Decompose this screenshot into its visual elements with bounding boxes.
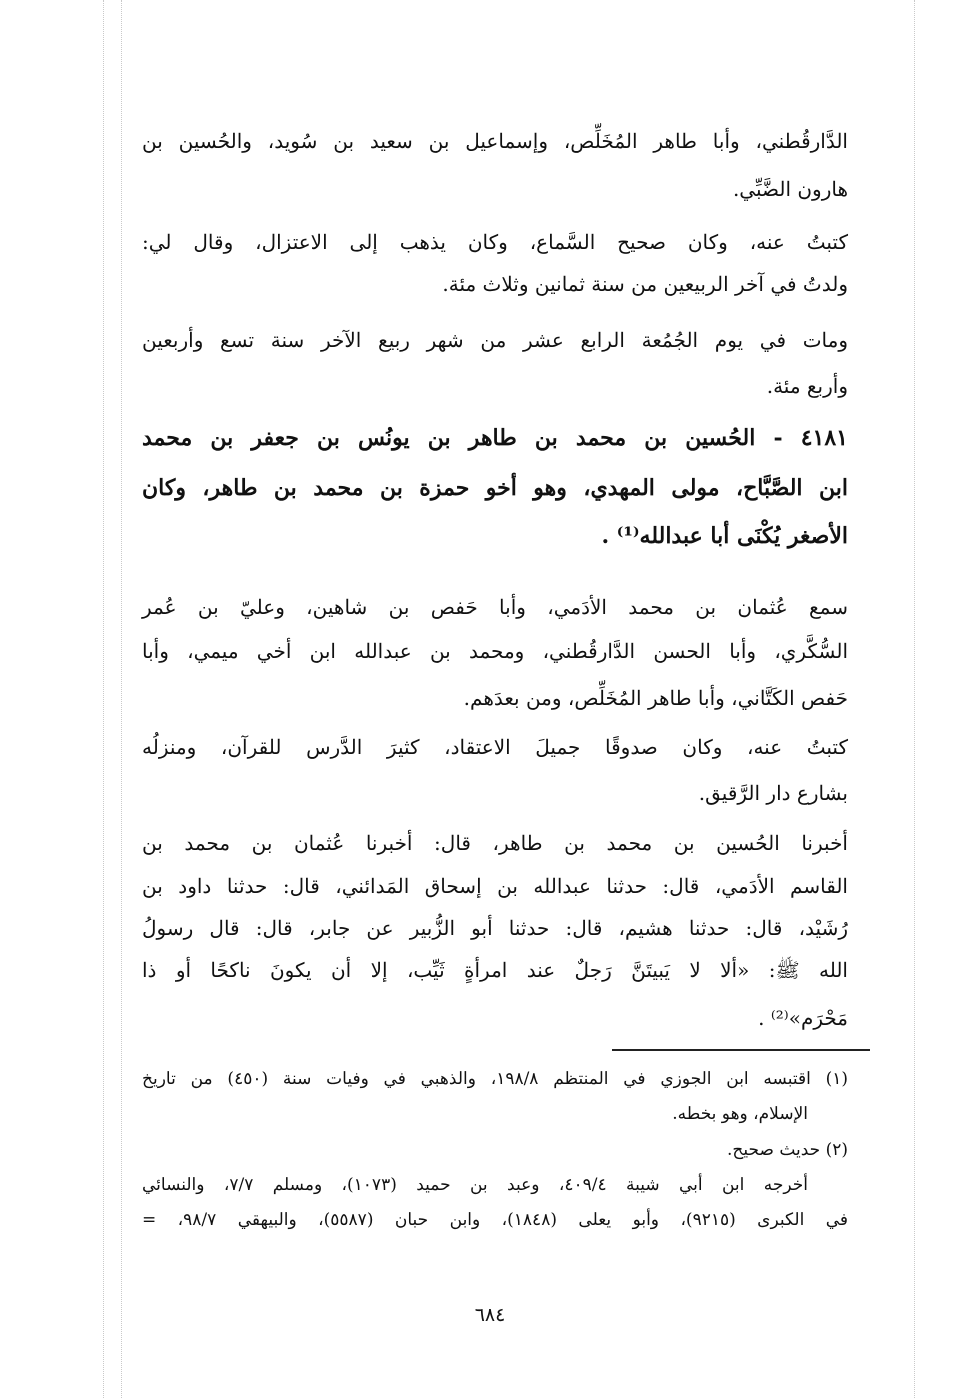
entry-heading-line: الأصغر يُكْنَى أبا عبدالله⁽¹⁾ . [601, 523, 848, 549]
text-line: أخبرنا الحُسين بن محمد بن طاهر، قال: أخبرنا عُثمان بن محمد بن [142, 831, 848, 855]
text-line: سمع عُثمان بن محمد الأدَمي، وأبا حَفص بن شاهين، وعليّ بن عُمر [142, 595, 848, 619]
footnote-line: (١) اقتبسه ابن الجوزي في المنتظم ١٩٨/٨، والذهبي في وفيات سنة (٤٥٠) من تاريخ [142, 1069, 849, 1089]
text-line: القاسم الأدَمي، قال: حدثنا عبدالله بن إسحاق المَدائني، قال: حدثنا داود بن [142, 874, 848, 898]
footnote-line: أخرجه ابن أبي شيبة ٤٠٩/٤، وعبد بن حميد (١٠٧٣)، ومسلم ٧/٧، والنسائي [142, 1175, 808, 1195]
text-line: الدَّارقُطني، وأبا طاهر المُخَلِّص، وإسماعيل بن سعيد بن سُويد، والحُسين بن [142, 129, 848, 153]
text-line: بشارع دار الرَّقيق. [698, 781, 848, 805]
main-text [142, 0, 848, 1050]
page-number: ٦٨٤ [474, 1304, 506, 1326]
text-line: مَحْرَم»⁽²⁾ . [758, 1006, 848, 1030]
text-line: الله ﷺ: «ألا لا يَبيتَنَّ رَجلٌ عند امرأةٍ ثَيِّب، إلا أن يكونَ ناكحًا أو ذا [142, 958, 848, 982]
text-line: كتبتُ عنه، وكان صدوقًا جميلَ الاعتقاد، كثيرَ الدَّرس للقرآن، ومنزلُه [142, 735, 848, 759]
footnote-line: في الكبرى (٩٢١٥)، وأبو يعلى (١٨٤٨)، وابن حبان (٥٥٨٧)، والبيهقي ٩٨/٧، = [142, 1210, 849, 1230]
footnotes [142, 1060, 848, 1260]
text-line: حَفص الكَتَّاني، وأبا طاهر المُخَلِّص، ومن بعدَهم. [463, 686, 848, 710]
entry-heading-line: ابن الصَّبَّاح، مولى المهدي، وهو أخو حمزة بن محمد بن طاهر، وكان [142, 475, 848, 501]
footnote-separator [612, 1049, 870, 1051]
text-line: رُشَيْد، قال: حدثنا هشيم، قال: حدثنا أبو الزُّبير عن جابر، قال: قال رسولُ [142, 916, 848, 940]
text-line: كتبتُ عنه، وكان صحيح السَّماع، وكان يذهب إلى الاعتزال، وقال لي: [142, 230, 848, 254]
text-line: ومات في يوم الجُمُعة الرابع عشر من شهر ربيع الآخر سنة تسع وأربعين [142, 328, 848, 352]
text-line: السُّكَّري، وأبا الحسن الدَّارقُطني، ومحمد بن عبدالله ابن أخي ميمي، وأبا [142, 639, 848, 663]
text-line: وأربع مئة. [766, 374, 848, 398]
text-line: ولدتُ في آخر الربيعين من سنة ثمانين وثلاث مئة. [442, 272, 848, 296]
footnote-line: الإسلام، وهو بخطه. [672, 1104, 808, 1124]
footnote-line: (٢) حديث صحيح. [727, 1140, 848, 1160]
entry-heading-line: ٤١٨١ - الحُسين بن محمد بن طاهر بن يونُس بن جعفر بن محمد [142, 425, 848, 451]
text-line: هارون الضَّبِّي. [732, 177, 848, 201]
scan-guide-line [103, 0, 104, 1398]
scan-guide-line [914, 0, 915, 1398]
scan-guide-line [121, 0, 122, 1398]
